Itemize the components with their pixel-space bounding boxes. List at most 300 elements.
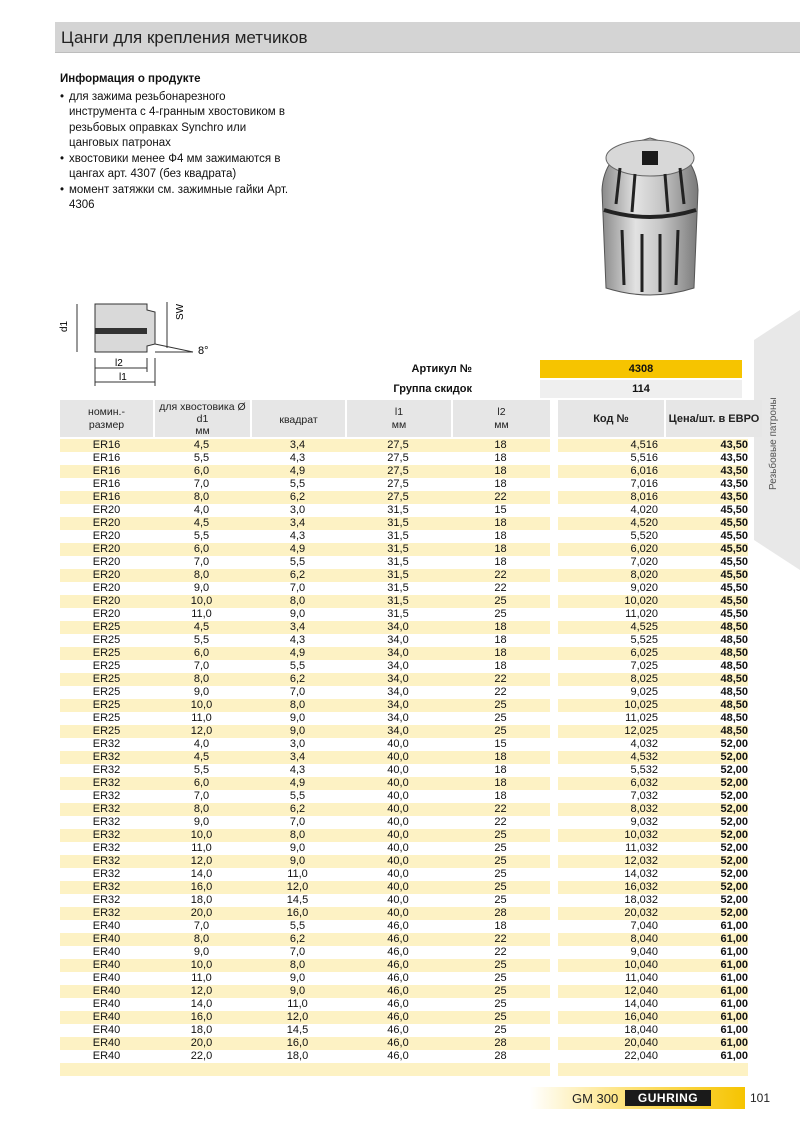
table-row: [60, 790, 748, 803]
table-row: [60, 504, 748, 517]
column-gap: [550, 1024, 558, 1037]
table-cell: [451, 1063, 550, 1076]
table-cell: 4,3: [250, 764, 345, 777]
table-cell: ER20: [60, 556, 153, 569]
table-cell: 34,0: [345, 686, 451, 699]
table-cell: 31,5: [345, 608, 451, 621]
table-row: [60, 530, 748, 543]
table-cell: 9,0: [250, 608, 345, 621]
header-text: Код №: [593, 413, 629, 425]
table-cell: [558, 1063, 658, 1076]
header-text: мм: [391, 419, 407, 431]
table-cell: 8,032: [558, 803, 658, 816]
column-gap: [550, 959, 558, 972]
table-cell: 61,00: [658, 998, 748, 1011]
table-cell: 3,4: [250, 751, 345, 764]
table-cell: 46,0: [345, 985, 451, 998]
table-cell: 5,520: [558, 530, 658, 543]
table-cell: 18: [451, 465, 550, 478]
table-cell: 15: [451, 504, 550, 517]
header-l2: [453, 400, 550, 437]
table-cell: 40,0: [345, 803, 451, 816]
table-cell: 31,5: [345, 569, 451, 582]
table-cell: ER32: [60, 777, 153, 790]
table-cell: 46,0: [345, 972, 451, 985]
table-cell: 4,0: [153, 504, 250, 517]
article-row: [380, 360, 742, 378]
table-cell: 31,5: [345, 517, 451, 530]
table-cell: 4,9: [250, 777, 345, 790]
table-cell: 61,00: [658, 972, 748, 985]
table-cell: 9,0: [250, 842, 345, 855]
table-cell: 52,00: [658, 868, 748, 881]
table-cell: 40,0: [345, 881, 451, 894]
table-cell: 31,5: [345, 595, 451, 608]
table-cell: ER25: [60, 621, 153, 634]
column-gap: [550, 621, 558, 634]
table-cell: 27,5: [345, 439, 451, 452]
table-row: [60, 491, 748, 504]
column-gap: [550, 712, 558, 725]
table-cell: 18: [451, 647, 550, 660]
table-cell: ER16: [60, 465, 153, 478]
table-cell: 45,50: [658, 517, 748, 530]
table-row: [60, 439, 748, 452]
table-cell: 5,532: [558, 764, 658, 777]
table-row: [60, 478, 748, 491]
table-cell: 18,0: [153, 894, 250, 907]
table-cell: 16,032: [558, 881, 658, 894]
table-cell: ER16: [60, 439, 153, 452]
table-cell: 5,516: [558, 452, 658, 465]
table-cell: 5,5: [153, 452, 250, 465]
table-cell: 5,5: [153, 764, 250, 777]
table-cell: 10,0: [153, 829, 250, 842]
column-gap: [550, 582, 558, 595]
table-cell: 9,020: [558, 582, 658, 595]
table-cell: 22: [451, 491, 550, 504]
table-cell: 45,50: [658, 504, 748, 517]
table-cell: 52,00: [658, 829, 748, 842]
l2-label: l2: [115, 358, 123, 369]
table-cell: ER40: [60, 959, 153, 972]
column-gap: [550, 647, 558, 660]
table-cell: 28: [451, 1050, 550, 1063]
table-cell: 40,0: [345, 790, 451, 803]
table-cell: 9,0: [250, 985, 345, 998]
table-cell: 40,0: [345, 894, 451, 907]
table-cell: ER20: [60, 595, 153, 608]
table-cell: 25: [451, 985, 550, 998]
table-cell: 18: [451, 452, 550, 465]
table-cell: 14,5: [250, 894, 345, 907]
table-cell: 34,0: [345, 712, 451, 725]
table-cell: 12,0: [250, 1011, 345, 1024]
table-cell: 11,020: [558, 608, 658, 621]
table-cell: 7,0: [153, 920, 250, 933]
discount-label: Группа скидок: [393, 383, 472, 395]
table-cell: 18: [451, 920, 550, 933]
table-cell: 40,0: [345, 738, 451, 751]
table-cell: ER25: [60, 634, 153, 647]
table-cell: 12,0: [153, 855, 250, 868]
column-gap: [550, 478, 558, 491]
table-cell: 45,50: [658, 608, 748, 621]
column-gap: [550, 491, 558, 504]
table-row: [60, 1024, 748, 1037]
table-cell: 40,0: [345, 816, 451, 829]
column-gap: [550, 504, 558, 517]
table-cell: 25: [451, 699, 550, 712]
table-cell: 45,50: [658, 569, 748, 582]
column-gap: [550, 855, 558, 868]
l1-label: l1: [119, 372, 127, 383]
table-cell: 46,0: [345, 998, 451, 1011]
column-gap: [550, 868, 558, 881]
table-cell: 7,016: [558, 478, 658, 491]
table-cell: ER25: [60, 725, 153, 738]
table-cell: 6,2: [250, 491, 345, 504]
column-gap: [550, 946, 558, 959]
table-cell: ER32: [60, 738, 153, 751]
table-cell: 11,0: [153, 972, 250, 985]
table-cell: 4,520: [558, 517, 658, 530]
table-cell: ER25: [60, 647, 153, 660]
sw-label: SW: [175, 303, 186, 320]
table-row: [60, 777, 748, 790]
collet-table: [60, 439, 748, 1076]
table-cell: ER40: [60, 920, 153, 933]
table-cell: ER40: [60, 1011, 153, 1024]
table-cell: 8,0: [250, 595, 345, 608]
table-cell: ER20: [60, 569, 153, 582]
info-bullet: • хвостовики менее Ф4 мм зажимаются в цангах арт. 4307 (без квадрата): [60, 152, 290, 183]
table-cell: 45,50: [658, 595, 748, 608]
table-cell: 48,50: [658, 621, 748, 634]
header-text: d1: [196, 413, 209, 425]
table-cell: 28: [451, 907, 550, 920]
table-cell: 3,4: [250, 439, 345, 452]
table-cell: 6,2: [250, 803, 345, 816]
column-gap: [550, 439, 558, 452]
table-cell: 45,50: [658, 556, 748, 569]
table-cell: 27,5: [345, 478, 451, 491]
table-cell: 25: [451, 998, 550, 1011]
table-cell: 43,50: [658, 465, 748, 478]
table-cell: 10,0: [153, 959, 250, 972]
table-cell: 22,0: [153, 1050, 250, 1063]
table-row: [60, 764, 748, 777]
column-gap: [550, 738, 558, 751]
table-cell: 18: [451, 660, 550, 673]
table-row: [60, 634, 748, 647]
table-cell: 8,0: [153, 933, 250, 946]
table-cell: 22: [451, 816, 550, 829]
table-cell: 5,5: [153, 530, 250, 543]
table-cell: 7,0: [153, 790, 250, 803]
table-cell: 25: [451, 959, 550, 972]
table-cell: ER20: [60, 504, 153, 517]
table-cell: 4,0: [153, 738, 250, 751]
discount-row: [380, 380, 742, 398]
table-cell: 22: [451, 946, 550, 959]
column-gap: [550, 1050, 558, 1063]
table-cell: 25: [451, 725, 550, 738]
column-gap: [550, 790, 558, 803]
table-cell: ER32: [60, 842, 153, 855]
table-cell: ER20: [60, 543, 153, 556]
table-cell: 20,032: [558, 907, 658, 920]
table-cell: 43,50: [658, 478, 748, 491]
table-cell: 18: [451, 777, 550, 790]
table-cell: 4,5: [153, 517, 250, 530]
table-row: [60, 543, 748, 556]
table-cell: 11,0: [250, 868, 345, 881]
header-price: [666, 400, 762, 437]
table-cell: 20,0: [153, 1037, 250, 1050]
table-cell: 14,032: [558, 868, 658, 881]
table-cell: 45,50: [658, 530, 748, 543]
table-cell: 7,0: [153, 556, 250, 569]
table-cell: 9,0: [153, 582, 250, 595]
column-gap: [550, 608, 558, 621]
table-cell: 6,0: [153, 777, 250, 790]
discount-value: 114: [540, 380, 742, 398]
info-bullet: • момент затяжки см. зажимные гайки Арт. 4306: [60, 183, 290, 214]
header-l1: [347, 400, 451, 437]
table-cell: 28: [451, 1037, 550, 1050]
catalog-code: GM 300: [572, 1091, 619, 1106]
table-row: [60, 816, 748, 829]
table-row: [60, 712, 748, 725]
table-cell: 25: [451, 1011, 550, 1024]
table-cell: 4,3: [250, 634, 345, 647]
table-cell: 9,0: [250, 855, 345, 868]
table-cell: ER32: [60, 855, 153, 868]
product-info-heading: Информация о продукте: [60, 73, 201, 85]
table-cell: 25: [451, 829, 550, 842]
table-cell: 4,5: [153, 751, 250, 764]
table-cell: 40,0: [345, 868, 451, 881]
table-cell: 3,0: [250, 504, 345, 517]
table-row: [60, 621, 748, 634]
table-cell: 6,2: [250, 673, 345, 686]
table-row: [60, 842, 748, 855]
column-gap: [550, 998, 558, 1011]
footer-band: [530, 1087, 745, 1109]
column-gap: [550, 569, 558, 582]
table-cell: 52,00: [658, 751, 748, 764]
table-cell: 46,0: [345, 1050, 451, 1063]
table-row: [60, 907, 748, 920]
table-cell: 43,50: [658, 452, 748, 465]
table-cell: ER40: [60, 1050, 153, 1063]
table-cell: 16,0: [153, 881, 250, 894]
table-cell: 34,0: [345, 725, 451, 738]
table-cell: 8,020: [558, 569, 658, 582]
table-cell: 12,025: [558, 725, 658, 738]
table-cell: 31,5: [345, 543, 451, 556]
table-row: [60, 673, 748, 686]
table-cell: 25: [451, 842, 550, 855]
table-cell: 40,0: [345, 907, 451, 920]
table-cell: 18: [451, 621, 550, 634]
table-cell: 25: [451, 881, 550, 894]
table-cell: 7,032: [558, 790, 658, 803]
table-cell: 48,50: [658, 725, 748, 738]
table-cell: 34,0: [345, 660, 451, 673]
table-cell: 48,50: [658, 712, 748, 725]
column-gap: [550, 829, 558, 842]
table-cell: 6,0: [153, 647, 250, 660]
table-cell: 25: [451, 608, 550, 621]
table-cell: 6,0: [153, 465, 250, 478]
table-cell: 27,5: [345, 452, 451, 465]
table-cell: ER20: [60, 530, 153, 543]
table-cell: 8,025: [558, 673, 658, 686]
table-cell: 11,040: [558, 972, 658, 985]
table-cell: 34,0: [345, 621, 451, 634]
table-cell: 22: [451, 933, 550, 946]
table-cell: 8,0: [153, 569, 250, 582]
table-cell: 61,00: [658, 933, 748, 946]
table-row: [60, 517, 748, 530]
table-cell: 4,3: [250, 452, 345, 465]
table-cell: 3,4: [250, 621, 345, 634]
product-info: [60, 72, 290, 214]
d1-label: d1: [59, 320, 70, 332]
table-cell: 4,525: [558, 621, 658, 634]
table-cell: 12,0: [153, 985, 250, 998]
table-cell: 6,025: [558, 647, 658, 660]
table-cell: 11,0: [153, 712, 250, 725]
table-row: [60, 998, 748, 1011]
column-gap: [550, 595, 558, 608]
table-cell: 6,020: [558, 543, 658, 556]
table-cell: 7,0: [250, 582, 345, 595]
table-cell: 18: [451, 790, 550, 803]
table-cell: 4,5: [153, 621, 250, 634]
table-cell: 61,00: [658, 1011, 748, 1024]
table-cell: ER40: [60, 972, 153, 985]
table-row: [60, 881, 748, 894]
table-cell: 9,0: [153, 816, 250, 829]
table-cell: 52,00: [658, 764, 748, 777]
table-row: [60, 738, 748, 751]
table-cell: [60, 1063, 153, 1076]
table-row: [60, 1037, 748, 1050]
table-cell: 11,0: [153, 608, 250, 621]
table-cell: ER40: [60, 1024, 153, 1037]
table-cell: 9,0: [250, 725, 345, 738]
column-gap: [550, 556, 558, 569]
article-label: Артикул №: [411, 363, 472, 375]
table-cell: ER32: [60, 907, 153, 920]
section-side-tab-label: Резьбовые патроны: [768, 397, 779, 490]
table-cell: ER40: [60, 1037, 153, 1050]
table-cell: 61,00: [658, 985, 748, 998]
table-cell: 61,00: [658, 1050, 748, 1063]
table-cell: 9,040: [558, 946, 658, 959]
table-cell: 10,0: [153, 699, 250, 712]
table-cell: 18,032: [558, 894, 658, 907]
table-row: [60, 868, 748, 881]
table-cell: 4,9: [250, 465, 345, 478]
table-cell: 25: [451, 1024, 550, 1037]
column-gap: [550, 751, 558, 764]
table-cell: ER32: [60, 803, 153, 816]
column-gap: [550, 634, 558, 647]
table-cell: 52,00: [658, 907, 748, 920]
table-row: [60, 972, 748, 985]
article-value: 4308: [540, 360, 742, 378]
table-cell: 7,020: [558, 556, 658, 569]
table-cell: 7,0: [153, 660, 250, 673]
table-cell: 34,0: [345, 634, 451, 647]
header-text: размер: [88, 419, 125, 431]
table-cell: 18: [451, 517, 550, 530]
table-cell: 48,50: [658, 660, 748, 673]
header-text: l1: [394, 406, 404, 418]
table-cell: 4,3: [250, 530, 345, 543]
table-cell: 7,0: [153, 478, 250, 491]
table-cell: 61,00: [658, 1024, 748, 1037]
table-cell: 8,0: [153, 673, 250, 686]
column-gap: [550, 777, 558, 790]
table-cell: 6,2: [250, 569, 345, 582]
table-cell: 40,0: [345, 855, 451, 868]
table-cell: 46,0: [345, 1024, 451, 1037]
table-cell: 16,0: [250, 907, 345, 920]
table-cell: 20,040: [558, 1037, 658, 1050]
column-gap: [550, 465, 558, 478]
table-row: [60, 699, 748, 712]
table-cell: 18,0: [153, 1024, 250, 1037]
table-cell: 25: [451, 972, 550, 985]
table-cell: 10,032: [558, 829, 658, 842]
column-gap: [550, 881, 558, 894]
header-nominal-size: [60, 400, 153, 437]
table-cell: 14,5: [250, 1024, 345, 1037]
table-cell: 5,5: [250, 556, 345, 569]
table-cell: 45,50: [658, 543, 748, 556]
table-cell: 22: [451, 673, 550, 686]
table-cell: 3,4: [250, 517, 345, 530]
table-row: [60, 686, 748, 699]
table-cell: 31,5: [345, 556, 451, 569]
column-gap: [550, 764, 558, 777]
table-cell: ER32: [60, 816, 153, 829]
table-cell: 16,0: [250, 1037, 345, 1050]
table-cell: 6,2: [250, 933, 345, 946]
table-cell: 6,0: [153, 543, 250, 556]
table-cell: 10,025: [558, 699, 658, 712]
table-cell: ER40: [60, 998, 153, 1011]
table-row: [60, 751, 748, 764]
table-cell: 18: [451, 556, 550, 569]
table-cell: 46,0: [345, 946, 451, 959]
column-gap: [550, 517, 558, 530]
table-cell: 7,0: [250, 686, 345, 699]
table-cell: 46,0: [345, 933, 451, 946]
table-cell: 11,0: [153, 842, 250, 855]
table-cell: 9,0: [250, 972, 345, 985]
collet-dimension-diagram: [55, 292, 245, 392]
table-row: [60, 920, 748, 933]
table-cell: 18: [451, 634, 550, 647]
table-cell: 14,0: [153, 998, 250, 1011]
header-text: мм: [494, 419, 509, 431]
